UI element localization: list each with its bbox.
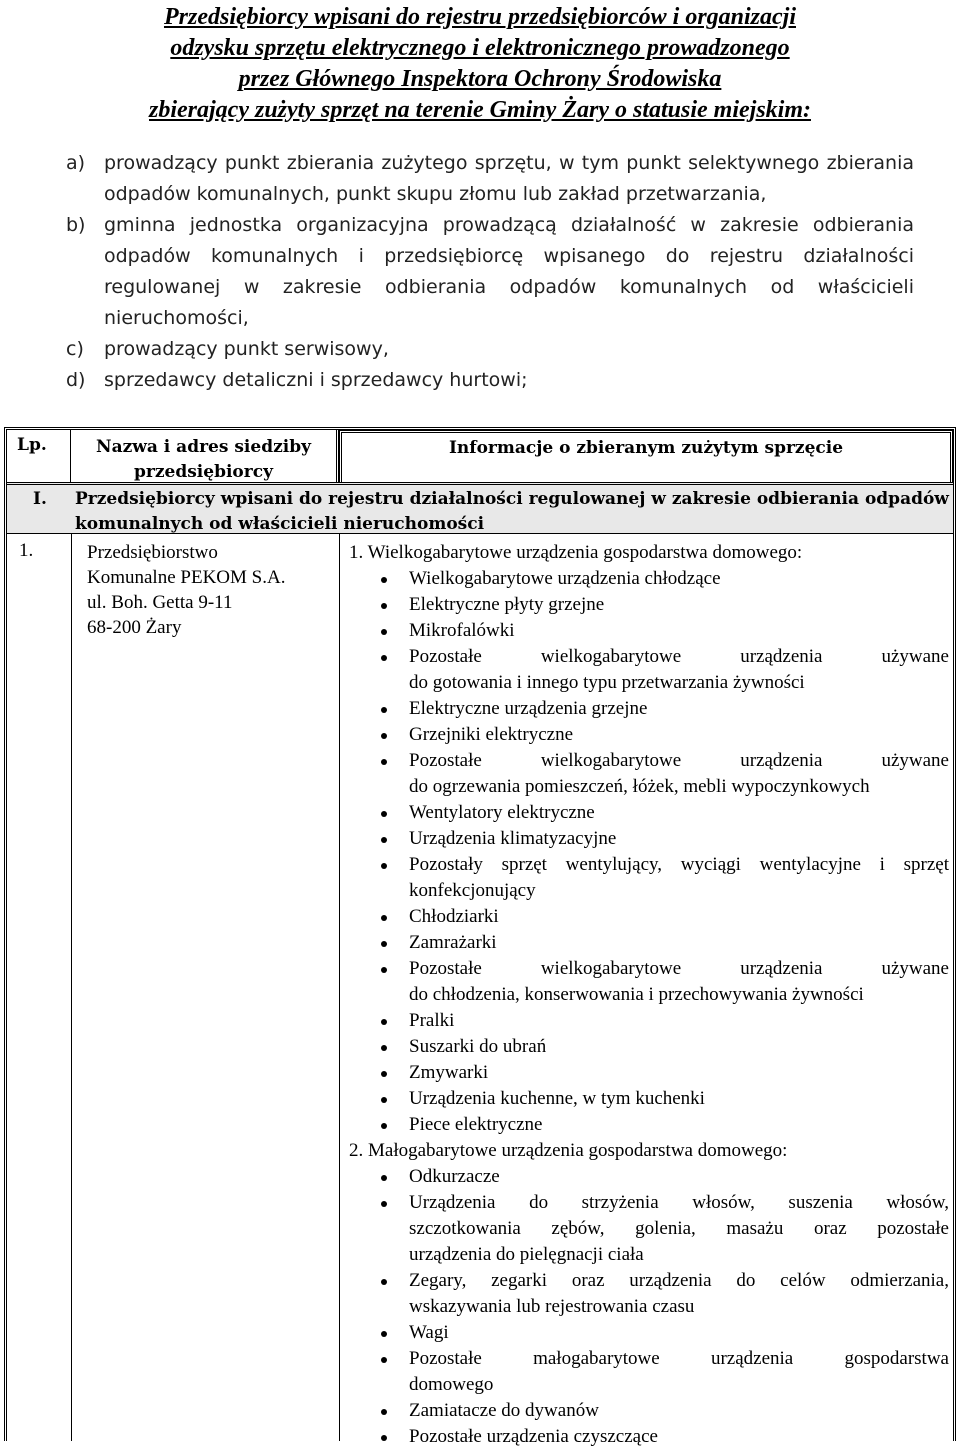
- equipment-item: [349, 1086, 949, 1112]
- title-line: Przedsiębiorcy wpisani do rejestru przedsiębiorców i organizacji: [163, 4, 796, 30]
- equipment-item: [349, 1060, 949, 1086]
- group-title: 2. Małogabarytowe urządzenia gospodarstwa domowego:: [349, 1140, 788, 1161]
- equipment-item: [349, 748, 949, 800]
- equipment-item-line: Elektryczne urządzenia grzejne: [409, 698, 648, 719]
- equipment-item-line: Pozostałe urządzenia czyszczące: [409, 1426, 658, 1447]
- section-row: [7, 482, 953, 534]
- bullet-icon: [381, 811, 387, 817]
- equipment-item: [349, 1320, 949, 1346]
- bullet-icon: [381, 915, 387, 921]
- equipment-item-line: Urządzenia klimatyzacyjne: [409, 828, 617, 849]
- bullet-icon: [381, 863, 387, 869]
- equipment-item: [349, 1034, 949, 1060]
- table-header: [7, 430, 953, 482]
- equipment-item: [349, 1424, 949, 1450]
- equipment-item: [349, 722, 949, 748]
- header-info: Informacje o zbieranym zużytym sprzęcie: [339, 430, 953, 482]
- intro-item: [66, 334, 914, 365]
- bullet-icon: [381, 1409, 387, 1415]
- intro-item: [66, 148, 914, 210]
- group-title: 1. Wielkogabarytowe urządzenia gospodarstwa domowego:: [349, 542, 803, 563]
- bullet-icon: [381, 1071, 387, 1077]
- operators-table: [4, 427, 956, 1447]
- equipment-item: [349, 904, 949, 930]
- equipment-item-line: Wagi: [409, 1322, 449, 1343]
- equipment-item: [349, 930, 949, 956]
- bullet-icon: [381, 941, 387, 947]
- equipment-item-line: Wielkogabarytowe urządzenia chłodzące: [409, 568, 721, 589]
- header-name-line: Nazwa i adres siedziby: [96, 437, 311, 457]
- equipment-group: [349, 540, 949, 1138]
- intro-marker: a): [66, 152, 86, 174]
- equipment-item: [349, 852, 949, 904]
- equipment-item: [349, 1190, 949, 1268]
- title-line: przez Głównego Inspektora Ochrony Środowiska: [238, 66, 722, 92]
- company-address: [87, 540, 285, 640]
- header-name-line: przedsiębiorcy: [134, 462, 273, 482]
- intro-marker: c): [66, 338, 84, 360]
- bullet-icon: [381, 1331, 387, 1337]
- equipment-item-line: do gotowania i innego typu przetwarzania żywności: [409, 672, 805, 693]
- equipment-item-line: Piece elektryczne: [409, 1114, 543, 1135]
- bullet-icon: [381, 1357, 387, 1363]
- equipment-item-line: Pozostałe małogabarytowe urządzenia gospodarstwa: [409, 1348, 949, 1369]
- bullet-icon: [381, 1097, 387, 1103]
- bullet-icon: [381, 837, 387, 843]
- title-line: odzysku sprzętu elektrycznego i elektronicznego prowadzonego: [170, 35, 790, 61]
- header-lp: Lp.: [7, 430, 71, 482]
- equipment-item: [349, 800, 949, 826]
- equipment-item-line: Urządzenia do strzyżenia włosów, suszenia włosów,: [409, 1192, 949, 1213]
- equipment-group: [349, 1138, 949, 1450]
- equipment-item-line: Zamrażarki: [409, 932, 497, 953]
- equipment-item-line: Pralki: [409, 1010, 455, 1031]
- column-divider: [339, 534, 340, 1441]
- equipment-item-line: Zamiatacze do dywanów: [409, 1400, 599, 1421]
- header-name: [71, 430, 339, 482]
- bullet-icon: [381, 1279, 387, 1285]
- intro-line: gminna jednostka organizacyjna prowadzącą działalność w zakresie odbierania: [104, 214, 914, 236]
- intro-line: odpadów komunalnych i przedsiębiorcę wpisanego do rejestru działalności: [104, 245, 914, 267]
- equipment-item: [349, 956, 949, 1008]
- equipment-item-line: Pozostałe wielkogabarytowe urządzenia używane: [409, 958, 949, 979]
- equipment-item-line: Elektryczne płyty grzejne: [409, 594, 605, 615]
- equipment-item: [349, 1008, 949, 1034]
- equipment-item: [349, 696, 949, 722]
- bullet-icon: [381, 1435, 387, 1441]
- company-line: ul. Boh. Getta 9-11: [87, 592, 233, 613]
- bullet-icon: [381, 759, 387, 765]
- equipment-item-line: Odkurzacze: [409, 1166, 500, 1187]
- intro-line: sprzedawcy detaliczni i sprzedawcy hurtowi;: [104, 369, 528, 391]
- equipment-item-line: do ogrzewania pomieszczeń, łóżek, mebli wypoczynkowych: [409, 776, 870, 797]
- bullet-icon: [381, 1045, 387, 1051]
- intro-line: odpadów komunalnych, punkt skupu złomu lub zakład przetwarzania,: [104, 183, 767, 205]
- equipment-item-line: Zmywarki: [409, 1062, 489, 1083]
- intro-line: regulowanej w zakresie odbierania odpadów komunalnych od właścicieli: [104, 276, 914, 298]
- bullet-icon: [381, 577, 387, 583]
- equipment-item-line: Suszarki do ubrań: [409, 1036, 547, 1057]
- intro-item: [66, 210, 914, 334]
- equipment-item-line: Pozostałe wielkogabarytowe urządzenia używane: [409, 646, 949, 667]
- section-title-line: komunalnych od właścicieli nieruchomości: [75, 514, 485, 534]
- equipment-item-line: Grzejniki elektryczne: [409, 724, 574, 745]
- equipment-item-line: Wentylatory elektryczne: [409, 802, 595, 823]
- equipment-item: [349, 566, 949, 592]
- bullet-icon: [381, 707, 387, 713]
- equipment-item: [349, 1398, 949, 1424]
- intro-line: prowadzący punkt serwisowy,: [104, 338, 389, 360]
- bullet-icon: [381, 629, 387, 635]
- equipment-item: [349, 1112, 949, 1138]
- bullet-icon: [381, 967, 387, 973]
- equipment-item: [349, 1346, 949, 1398]
- bullet-icon: [381, 1019, 387, 1025]
- bullet-icon: [381, 1123, 387, 1129]
- intro-marker: b): [66, 214, 86, 236]
- equipment-item-line: Zegary, zegarki oraz urządzenia do celów odmierzania,: [409, 1270, 949, 1291]
- company-line: Przedsiębiorstwo: [87, 542, 218, 563]
- equipment-item: [349, 1164, 949, 1190]
- intro-list: [66, 148, 914, 396]
- company-line: Komunalne PEKOM S.A.: [87, 567, 286, 588]
- title-line: zbierający zużyty sprzęt na terenie Gminy Żary o statusie miejskim:: [149, 97, 811, 123]
- bullet-icon: [381, 1175, 387, 1181]
- equipment-item-line: Urządzenia kuchenne, w tym kuchenki: [409, 1088, 705, 1109]
- intro-line: nieruchomości,: [104, 307, 249, 329]
- section-number: I.: [33, 489, 47, 509]
- section-title: [75, 487, 949, 537]
- section-title-line: Przedsiębiorcy wpisani do rejestru działalności regulowanej w zakresie odbierania odpadów: [75, 489, 949, 509]
- equipment-item-line: Pozostałe wielkogabarytowe urządzenia używane: [409, 750, 949, 771]
- intro-marker: d): [66, 369, 86, 391]
- equipment-item: [349, 826, 949, 852]
- company-line: 68-200 Żary: [87, 617, 182, 638]
- bullet-icon: [381, 1201, 387, 1207]
- equipment-item: [349, 592, 949, 618]
- bullet-icon: [381, 655, 387, 661]
- equipment-item-line: Mikrofalówki: [409, 620, 515, 641]
- bullet-icon: [381, 733, 387, 739]
- equipment-item-line: szczotkowania zębów, golenia, masażu oraz pozostałe: [409, 1218, 949, 1239]
- equipment-item-line: konfekcjonujący: [409, 880, 536, 901]
- equipment-item-line: Chłodziarki: [409, 906, 499, 927]
- equipment-item: [349, 644, 949, 696]
- column-divider: [71, 534, 72, 1441]
- equipment-item: [349, 1268, 949, 1320]
- intro-line: prowadzący punkt zbierania zużytego sprzętu, w tym punkt selektywnego zbierania: [104, 152, 914, 174]
- equipment-item-line: domowego: [409, 1374, 494, 1395]
- bullet-icon: [381, 603, 387, 609]
- equipment-item-line: wskazywania lub rejestrowania czasu: [409, 1296, 695, 1317]
- equipment-item-line: urządzenia do pielęgnacji ciała: [409, 1244, 644, 1265]
- equipment-item: [349, 618, 949, 644]
- equipment-item-line: Pozostały sprzęt wentylujący, wyciągi wentylacyjne i sprzęt: [409, 854, 949, 875]
- equipment-info: [349, 540, 949, 1450]
- equipment-item-line: do chłodzenia, konserwowania i przechowywania żywności: [409, 984, 864, 1005]
- row-lp: 1.: [19, 540, 34, 561]
- document-title: [60, 2, 900, 126]
- intro-item: [66, 365, 914, 396]
